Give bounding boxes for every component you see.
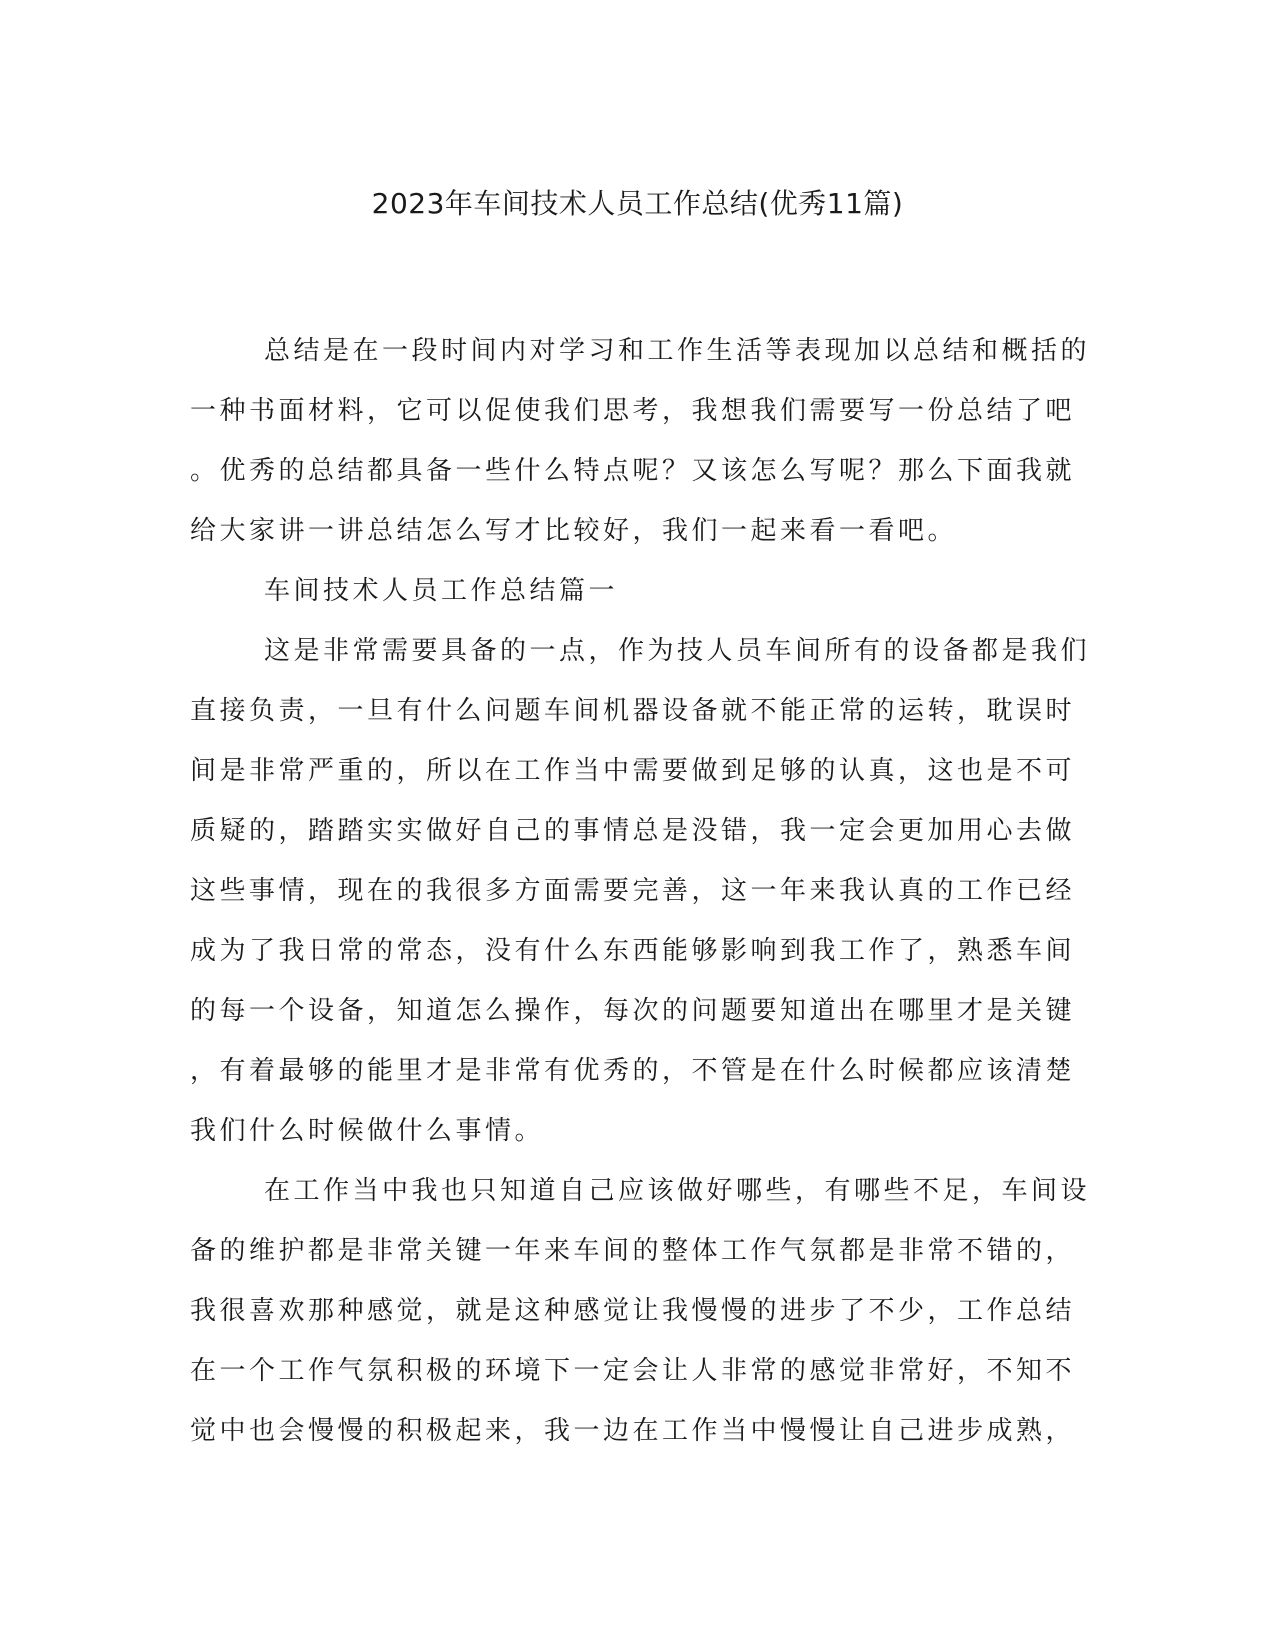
paragraph-2-line-5: 觉中也会慢慢的积极起来，我一边在工作当中慢慢让自己进步成熟，: [190, 1416, 1076, 1446]
paragraph-2-line-3: 我很喜欢那种感觉，就是这种感觉让我慢慢的进步了不少，工作总结: [190, 1296, 1076, 1326]
paragraph-1-line-6: 成为了我日常的常态，没有什么东西能够影响到我工作了，熟悉车间: [190, 936, 1076, 966]
paragraph-1-line-5: 这些事情，现在的我很多方面需要完善，这一年来我认真的工作已经: [190, 876, 1076, 906]
section-heading: 车间技术人员工作总结篇一: [264, 576, 619, 606]
document-title: 2023年车间技术人员工作总结(优秀11篇): [371, 187, 904, 220]
intro-line-3: 。优秀的总结都具备一些什么特点呢？又该怎么写呢？那么下面我就: [190, 456, 1076, 486]
paragraph-1-line-4: 质疑的，踏踏实实做好自己的事情总是没错，我一定会更加用心去做: [190, 816, 1076, 846]
intro-line-1: 总结是在一段时间内对学习和工作生活等表现加以总结和概括的: [264, 336, 1091, 366]
paragraph-1-line-2: 直接负责，一旦有什么问题车间机器设备就不能正常的运转，耽误时: [190, 696, 1076, 726]
paragraph-1-line-7: 的每一个设备，知道怎么操作，每次的问题要知道出在哪里才是关键: [190, 996, 1076, 1026]
paragraph-1-line-3: 间是非常严重的，所以在工作当中需要做到足够的认真，这也是不可: [190, 756, 1076, 786]
intro-line-4: 给大家讲一讲总结怎么写才比较好，我们一起来看一看吧。: [190, 516, 958, 546]
paragraph-1-line-9: 我们什么时候做什么事情。: [190, 1116, 545, 1146]
paragraph-1-line-8: ，有着最够的能里才是非常有优秀的，不管是在什么时候都应该清楚: [190, 1056, 1076, 1086]
paragraph-1-line-1: 这是非常需要具备的一点，作为技人员车间所有的设备都是我们: [264, 636, 1091, 666]
paragraph-2-line-1: 在工作当中我也只知道自己应该做好哪些，有哪些不足，车间设: [264, 1176, 1091, 1206]
paragraph-2-line-4: 在一个工作气氛积极的环境下一定会让人非常的感觉非常好，不知不: [190, 1356, 1076, 1386]
paragraph-2-line-2: 备的维护都是非常关键一年来车间的整体工作气氛都是非常不错的，: [190, 1236, 1076, 1266]
intro-line-2: 一种书面材料，它可以促使我们思考，我想我们需要写一份总结了吧: [190, 396, 1076, 426]
